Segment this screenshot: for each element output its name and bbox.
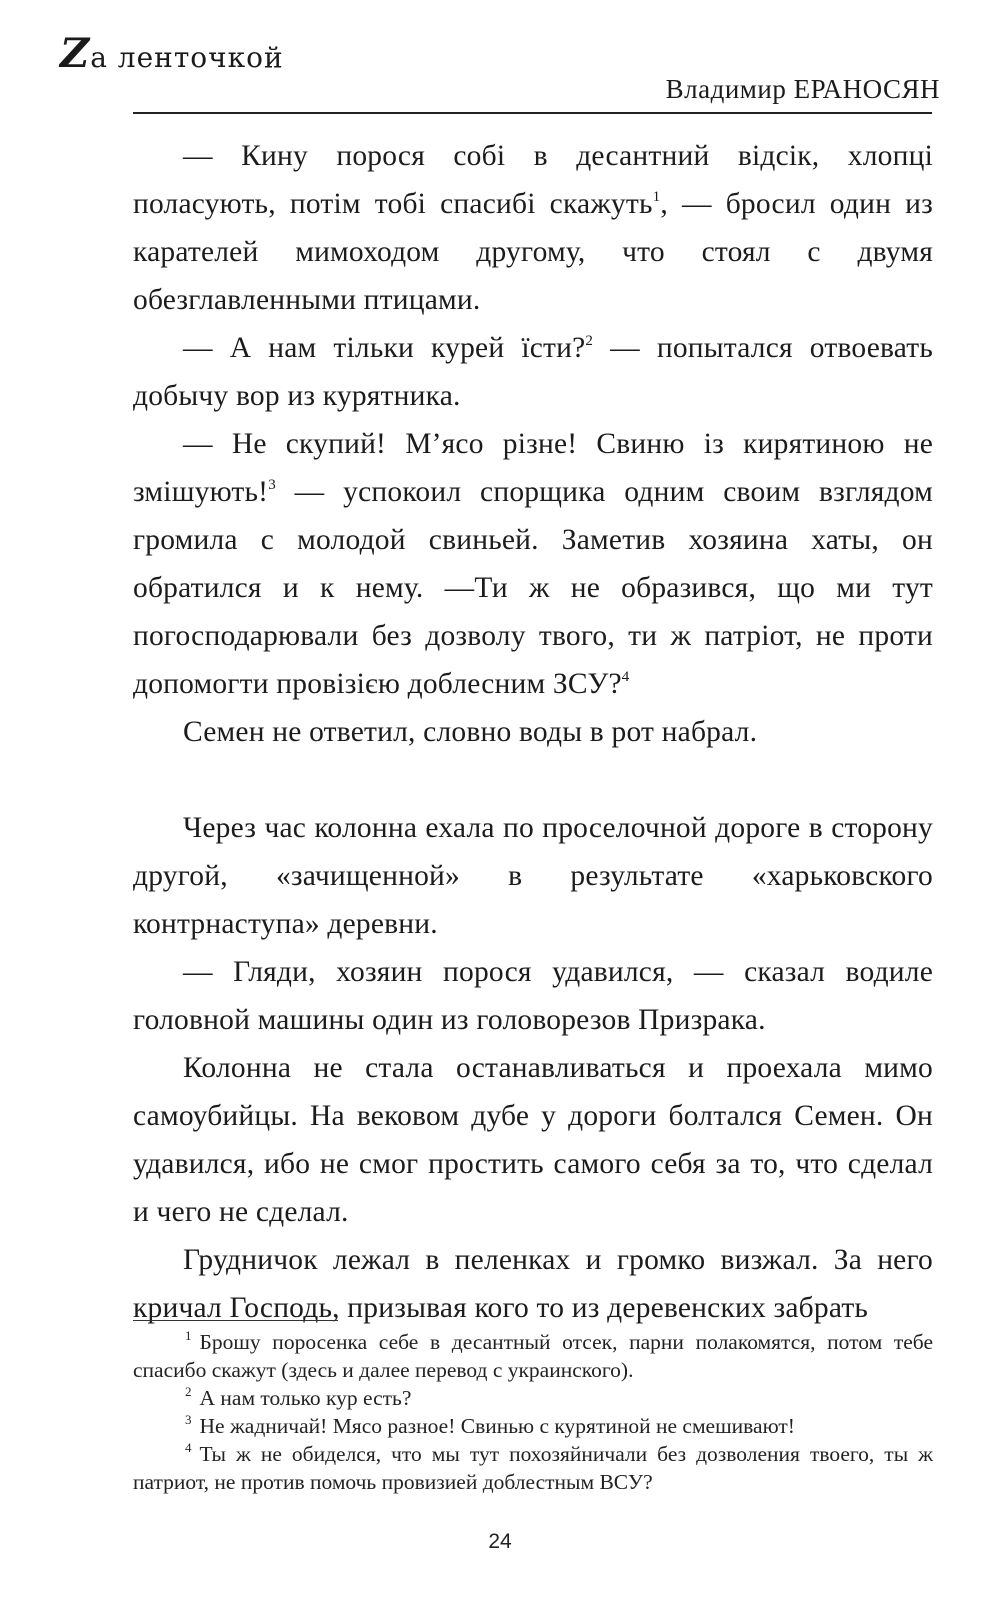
paragraph: — Гляди, хозяин порося удавился, — сказал водиле головной машины один из головорезов Призрака. [133,956,933,1036]
series-title-rest: а ленточкой [90,41,284,74]
author-name: Владимир ЕРАНОСЯН [665,74,940,104]
page-number: 24 [488,1530,512,1553]
footnote-number: 1 [185,1328,192,1343]
paragraph: — Кину порося собі в десантний відсік, хлопці поласують, потім тобі спасибі скажуть$^1$, — бросил один из карателей мимоходом другому, что стоял с двумя обезглавленными птицами. [133,140,933,316]
footnote-number: 2 [185,1384,192,1399]
paragraph: Колонна не стала останавливаться и проехала мимо самоубийцы. На вековом дубе у дороги болтался Семен. Он удавился, ибо не смог простить самого себя за то, что сделал и чего не сделал. [133,1052,933,1228]
series-initial: Z [60,30,91,77]
footnotes [133,1328,933,1496]
footnote-ref: 2 [585,333,594,349]
paragraph: Семен не ответил, словно воды в рот набрал. [183,716,758,748]
footnote: $^3$ Не жадничай! Мясо разное! Свинью с курятиной не смешивают! [185,1412,795,1438]
footnote-divider [133,1320,338,1321]
header-divider [133,112,932,114]
paragraph: — Не скупий! М’ясо різне! Свиню із кирятиною не змішують!$^3$ — успокоил спорщика одним своим взглядом громила с молодой свиньей. Заметив хозяина хаты, он обратился и к нему. —Ти ж не образився, що ми тут погосподарювали без дозволу твого, ти ж патріот, не проти допомогти провізією доблесним ЗСУ?$^4$ [133,428,933,700]
series-title [60,30,284,77]
footnote-ref: 3 [268,477,276,493]
paragraph: Через час колонна ехала по проселочной дороге в сторону другой, «зачищенной» в результате «харьковского контрнаступа» деревни. [133,812,933,940]
footnote: $^2$ А нам только кур есть? [185,1384,412,1410]
paragraph: — А нам тільки курей їсти?$^2$ — попытался отвоевать добычу вор из курятника. [133,332,934,412]
footnote-ref: 1 [652,189,661,205]
footnote: $^1$ Брошу поросенка себе в десантный отсек, парни полакомятся, потом тебе спасибо скажут (здесь и далее перевод с украинского). [133,1328,933,1382]
footnote-ref: 4 [621,669,630,685]
footnote: $^4$ Ты ж не обиделся, что мы тут похозяйничали без дозволения твоего, ты ж патриот, не против помочь провизией доблестным ВСУ? [133,1440,933,1494]
paragraph: Грудничок лежал в пеленках и громко визжал. За него кричал Господь, призывая кого то из деревенских забрать [133,1244,933,1324]
main-text [133,132,933,1332]
footnote-number: 4 [185,1440,192,1455]
footnote-number: 3 [185,1412,192,1427]
